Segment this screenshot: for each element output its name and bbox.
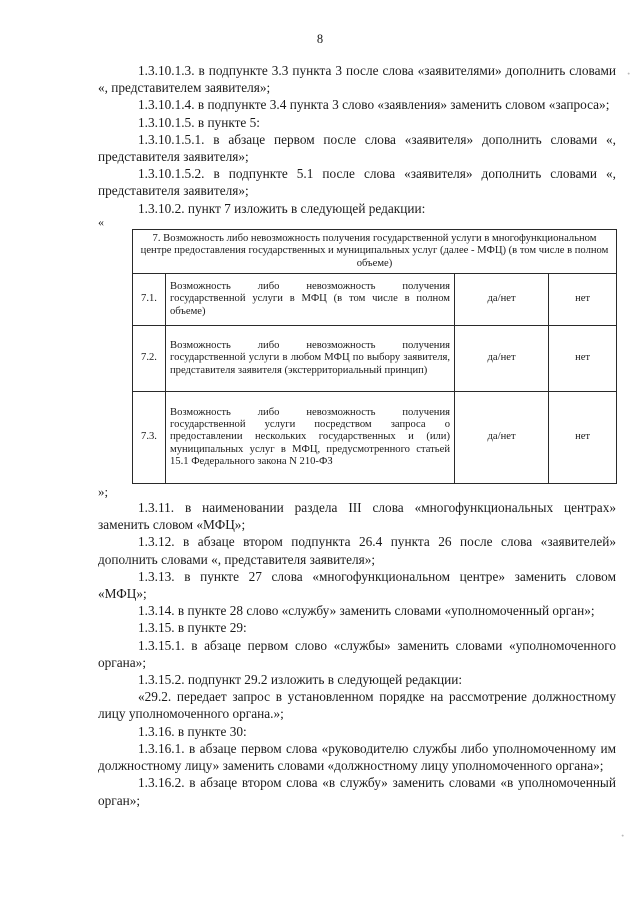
- row-description: [166, 326, 455, 392]
- paragraph: 1.3.10.1.5. в пункте 5:: [138, 114, 260, 130]
- paragraph: 1.3.10.2. пункт 7 изложить в следующей редакции:: [138, 200, 426, 216]
- row-description-text: Возможность либо невозможность получения государственной услуги в МФЦ (в том числе в полном объеме): [170, 280, 450, 317]
- row-value: да/нет: [455, 274, 549, 326]
- row-description-text: Возможность либо невозможность получения государственной услуги посредством запроса о предоставлении нескольких государственных и (или) муниципальных услуг в МФЦ, предусмотренного статьей 15.1 Федерального закона N 210-ФЗ: [170, 406, 450, 468]
- page-number: 8: [316, 32, 324, 46]
- row-number: 7.1.: [133, 274, 166, 326]
- scan-mark: ·: [626, 66, 632, 83]
- paragraph: 1.3.16. в пункте 30:: [138, 723, 247, 739]
- paragraph: 1.3.10.1.5.2. в подпункте 5.1 после слова «заявителя» дополнить словами «, представителя заявителя»;: [98, 166, 616, 199]
- paragraph: 1.3.10.1.3. в подпункте 3.3 пункта 3 после слова «заявителями» дополнить словами «, представителем заявителя»;: [98, 63, 616, 96]
- scan-mark: ·: [620, 828, 626, 845]
- row-number: 7.3.: [133, 392, 166, 484]
- row-number: 7.2.: [133, 326, 166, 392]
- service-table: [132, 229, 617, 484]
- row-description: [166, 274, 455, 326]
- paragraph: 1.3.15. в пункте 29:: [138, 620, 247, 636]
- paragraph: 1.3.10.1.4. в подпункте 3.4 пункта 3 слово «заявления» заменить словом «запроса»;: [138, 97, 610, 113]
- paragraph: 1.3.13. в пункте 27 слова «многофункциональном центре» заменить словом «МФЦ»;: [98, 568, 616, 602]
- row-description-text: Возможность либо невозможность получения государственной услуги в любом МФЦ по выбору заявителя, представителя заявителя (экстерриториальный принцип): [170, 339, 450, 376]
- row-example: нет: [549, 274, 617, 326]
- paragraph: 1.3.16.2. в абзаце втором слова «в службу» заменить словами «в уполномоченный орган»;: [98, 775, 616, 808]
- row-value: да/нет: [455, 392, 549, 484]
- row-example: нет: [549, 392, 617, 484]
- paragraph: 1.3.16.1. в абзаце первом слова «руководителю службы либо уполномоченному им должностному лицу» заменить словами «должностному лицу уполномоченного органа»;: [98, 740, 616, 774]
- table-header-cell: 7. Возможность либо невозможность получения государственной услуги в многофункциональном центре предоставления государственных и муниципальных услуг (далее - МФЦ) (в том числе в полном объеме): [133, 229, 617, 273]
- paragraph: 1.3.10.1.5.1. в абзаце первом после слова «заявителя» дополнить словами «, представителя заявителя»;: [98, 131, 616, 165]
- quote-open-mark: «: [98, 214, 104, 229]
- paragraph: 1.3.12. в абзаце втором подпункта 26.4 пункта 26 после слова «заявителей» дополнить словами «, представителя заявителя»;: [98, 534, 616, 567]
- paragraph: 1.3.15.2. подпункт 29.2 изложить в следующей редакции:: [138, 672, 463, 688]
- paragraph: 1.3.11. в наименовании раздела III слова «многофункциональных центрах» заменить словом «МФЦ»;: [98, 500, 616, 533]
- paragraph: 1.3.15.1. в абзаце первом слово «службы» заменить словами «уполномоченного органа»;: [98, 637, 616, 670]
- paragraph: 1.3.14. в пункте 28 слово «службу» заменить словами «уполномоченный орган»;: [138, 603, 595, 619]
- row-description: [166, 392, 455, 484]
- quote-close-mark: »;: [98, 484, 109, 500]
- table-header-row: [133, 229, 617, 273]
- paragraph: «29.2. передает запрос в установленном порядке на рассмотрение должностному лицу уполномоченного органа.»;: [98, 689, 616, 722]
- table-row: [133, 326, 617, 392]
- row-example: нет: [549, 326, 617, 392]
- row-value: да/нет: [455, 326, 549, 392]
- table-row: [133, 392, 617, 484]
- table-row: [133, 274, 617, 326]
- document-body: [98, 62, 616, 809]
